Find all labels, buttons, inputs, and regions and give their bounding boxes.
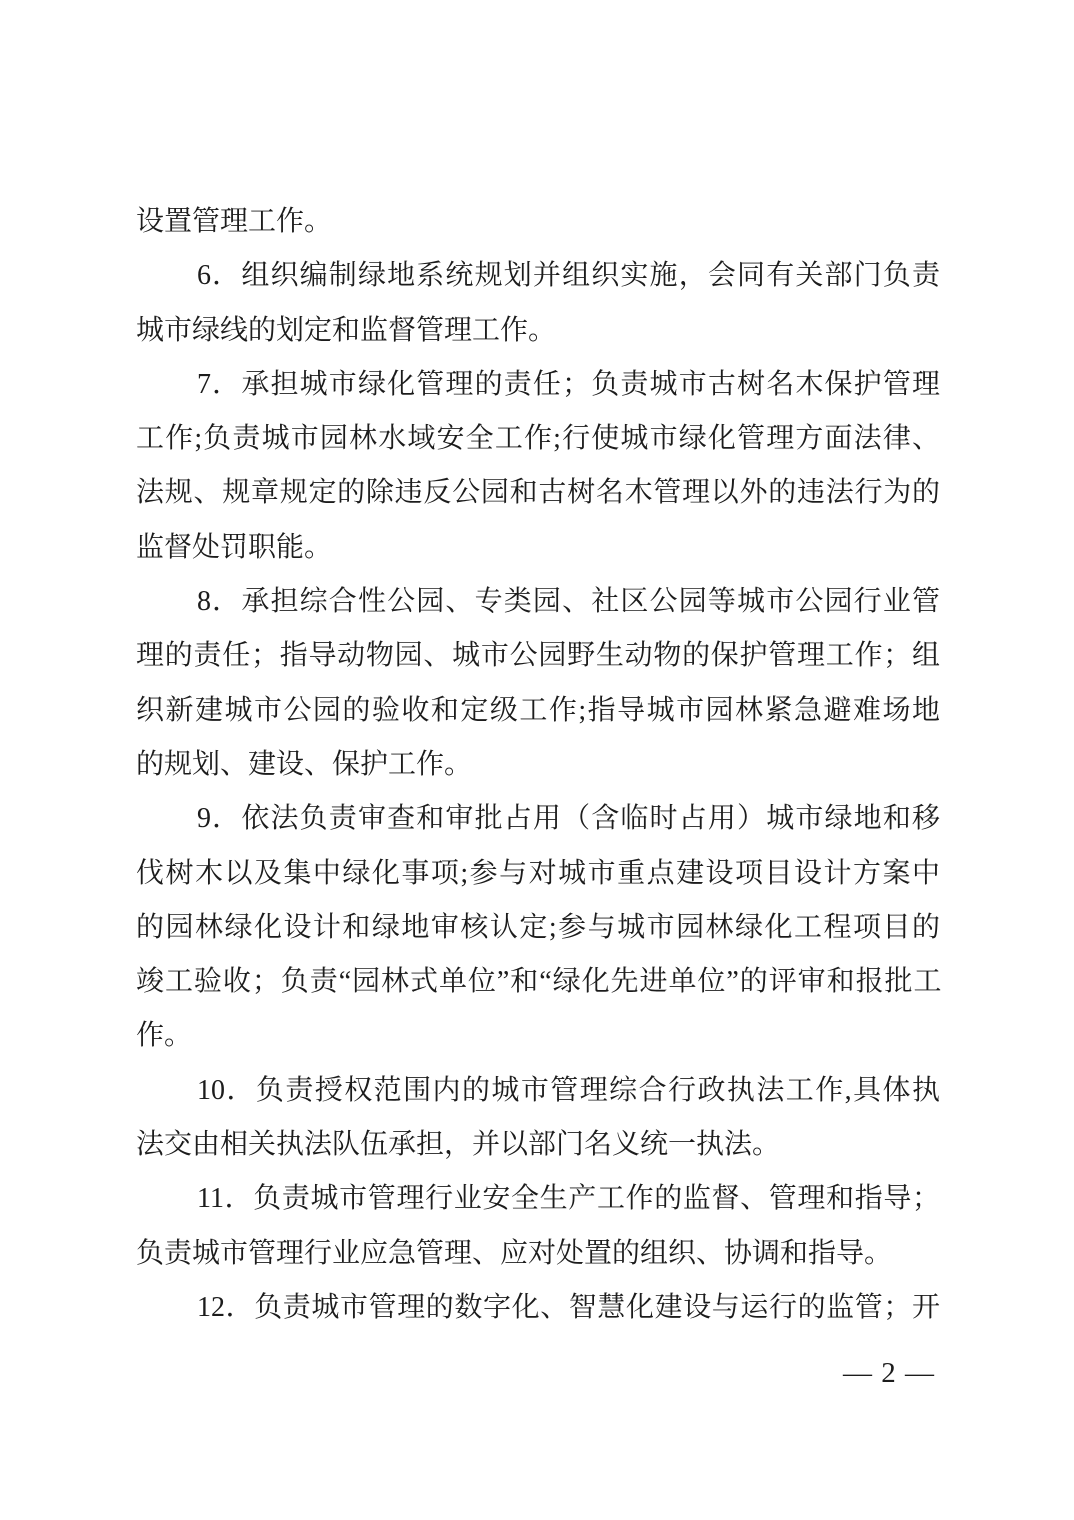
doc-line-9: 理的责任；指导动物园、城市公园野生动物的保护管理工作；组	[136, 640, 940, 672]
doc-line-12: 9．依法负责审查和审批占用（含临时占用）城市绿地和移	[197, 803, 940, 835]
doc-line-10: 织新建城市公园的验收和定级工作;指导城市园林紧急避难场地	[136, 694, 940, 726]
document-body	[136, 195, 940, 1335]
doc-line-14: 的园林绿化设计和绿地审核认定;参与城市园林绿化工程项目的	[136, 911, 940, 943]
doc-line-8: 8．承担综合性公园、专类园、社区公园等城市公园行业管	[197, 586, 940, 618]
doc-line-13: 伐树木以及集中绿化事项;参与对城市重点建设项目设计方案中	[136, 857, 940, 889]
doc-line-19: 11．负责城市管理行业安全生产工作的监督、管理和指导；	[197, 1183, 940, 1215]
page-number: — 2 —	[843, 1357, 935, 1389]
doc-line-16: 作。	[136, 1020, 193, 1052]
doc-line-6: 法规、规章规定的除违反公园和古树名木管理以外的违法行为的	[136, 477, 940, 509]
doc-line-15: 竣工验收；负责“园林式单位”和“绿化先进单位”的评审和报批工	[136, 966, 940, 998]
doc-line-18: 法交由相关执法队伍承担，并以部门名义统一执法。	[136, 1129, 781, 1161]
doc-line-21: 12．负责城市管理的数字化、智慧化建设与运行的监管；开	[197, 1291, 940, 1323]
doc-line-11: 的规划、建设、保护工作。	[136, 748, 473, 780]
doc-line-5: 工作;负责城市园林水域安全工作;行使城市绿化管理方面法律、	[136, 423, 940, 455]
doc-line-20: 负责城市管理行业应急管理、应对处置的组织、协调和指导。	[136, 1237, 893, 1269]
doc-line-17: 10．负责授权范围内的城市管理综合行政执法工作,具体执	[197, 1074, 940, 1106]
doc-line-2: 6．组织编制绿地系统规划并组织实施，会同有关部门负责	[197, 260, 940, 292]
doc-line-1: 设置管理工作。	[136, 206, 333, 237]
doc-line-3: 城市绿线的划定和监督管理工作。	[136, 314, 557, 346]
doc-line-7: 监督处罚职能。	[136, 531, 333, 563]
doc-line-4: 7．承担城市绿化管理的责任；负责城市古树名木保护管理	[197, 368, 940, 400]
